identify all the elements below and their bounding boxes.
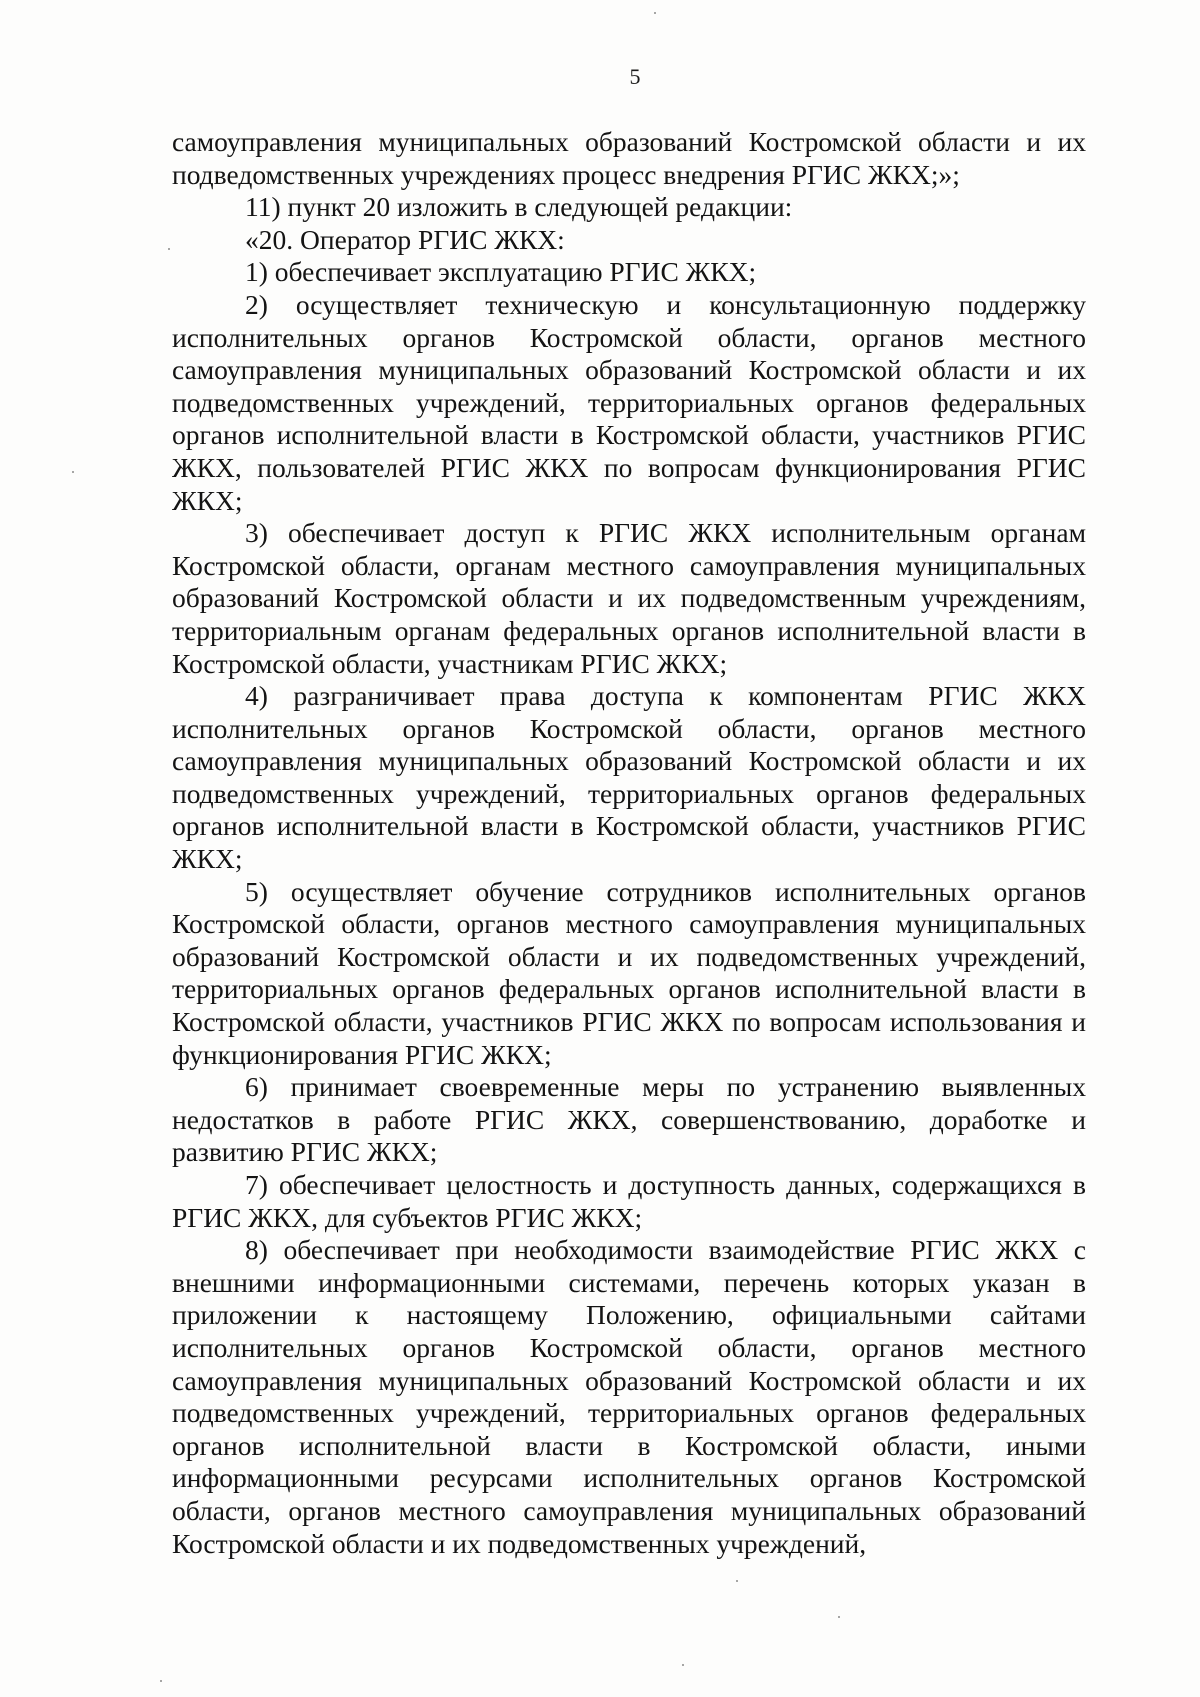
scan-speck <box>160 1680 162 1682</box>
scan-speck <box>168 248 170 250</box>
page-number: 5 <box>629 64 641 89</box>
paragraph-subitem-5: 5) осуществляет обучение сотрудников исполнительных органов Костромской области, органов местного самоуправления муниципальных образований Костромской области и их подведомственных учреждений, территориальных органов федеральных органов исполнительной власти в Костромской области, участников РГИС ЖКХ по вопросам использования и функционирования РГИС ЖКХ; <box>172 875 1086 1070</box>
paragraph-subitem-1: 1) обеспечивает эксплуатацию РГИС ЖКХ; <box>245 256 757 288</box>
scan-speck <box>736 1580 738 1582</box>
scan-speck <box>654 12 656 14</box>
paragraph-continuation: самоуправления муниципальных образований Костромской области и их подведомственных учреждениях процесс внедрения РГИС ЖКХ;»; <box>172 126 1086 190</box>
paragraph-subitem-3: 3) обеспечивает доступ к РГИС ЖКХ исполнительным органам Костромской области, органам местного самоуправления муниципальных образований Костромской области и их подведомственным учреждениям, территориальным органам федеральных органов исполнительной власти в Костромской области, участникам РГИС ЖКХ; <box>172 517 1086 679</box>
scan-speck <box>682 1664 684 1666</box>
paragraph-amendment-11: 11) пункт 20 изложить в следующей редакции: <box>245 191 793 223</box>
paragraph-subitem-8: 8) обеспечивает при необходимости взаимодействие РГИС ЖКХ с внешними информационными системами, перечень которых указан в приложении к настоящему Положению, официальными сайтами исполнительных органов Костромской области, органов местного самоуправления муниципальных образований Костромской области и их подведомственных учреждений, территориальных органов федеральных органов исполнительной власти в Костромской области, иными информационными ресурсами исполнительных органов Костромской области, органов местного самоуправления муниципальных образований Костромской области и их подведомственных учреждений, <box>172 1234 1086 1559</box>
paragraph-subitem-4: 4) разграничивает права доступа к компонентам РГИС ЖКХ исполнительных органов Костромской области, органов местного самоуправления муниципальных образований Костромской области и их подведомственных учреждений, территориальных органов федеральных органов исполнительной власти в Костромской области, участников РГИС ЖКХ; <box>172 680 1086 875</box>
paragraph-subitem-2: 2) осуществляет техническую и консультационную поддержку исполнительных органов Костромской области, органов местного самоуправления муниципальных образований Костромской области и их подведомственных учреждений, территориальных органов федеральных органов исполнительной власти в Костромской области, участников РГИС ЖКХ, пользователей РГИС ЖКХ по вопросам функционирования РГИС ЖКХ; <box>172 288 1086 516</box>
scan-speck <box>72 471 74 473</box>
paragraph-subitem-6: 6) принимает своевременные меры по устранению выявленных недостатков в работе РГИС ЖКХ, совершенствованию, доработке и развитию РГИС ЖКХ; <box>172 1071 1086 1168</box>
paragraph-subitem-7: 7) обеспечивает целостность и доступность данных, содержащихся в РГИС ЖКХ, для субъектов РГИС ЖКХ; <box>172 1169 1086 1233</box>
document-body <box>172 126 1086 1560</box>
scan-speck <box>838 1616 840 1618</box>
paragraph-item-20-heading: «20. Оператор РГИС ЖКХ: <box>245 223 565 255</box>
